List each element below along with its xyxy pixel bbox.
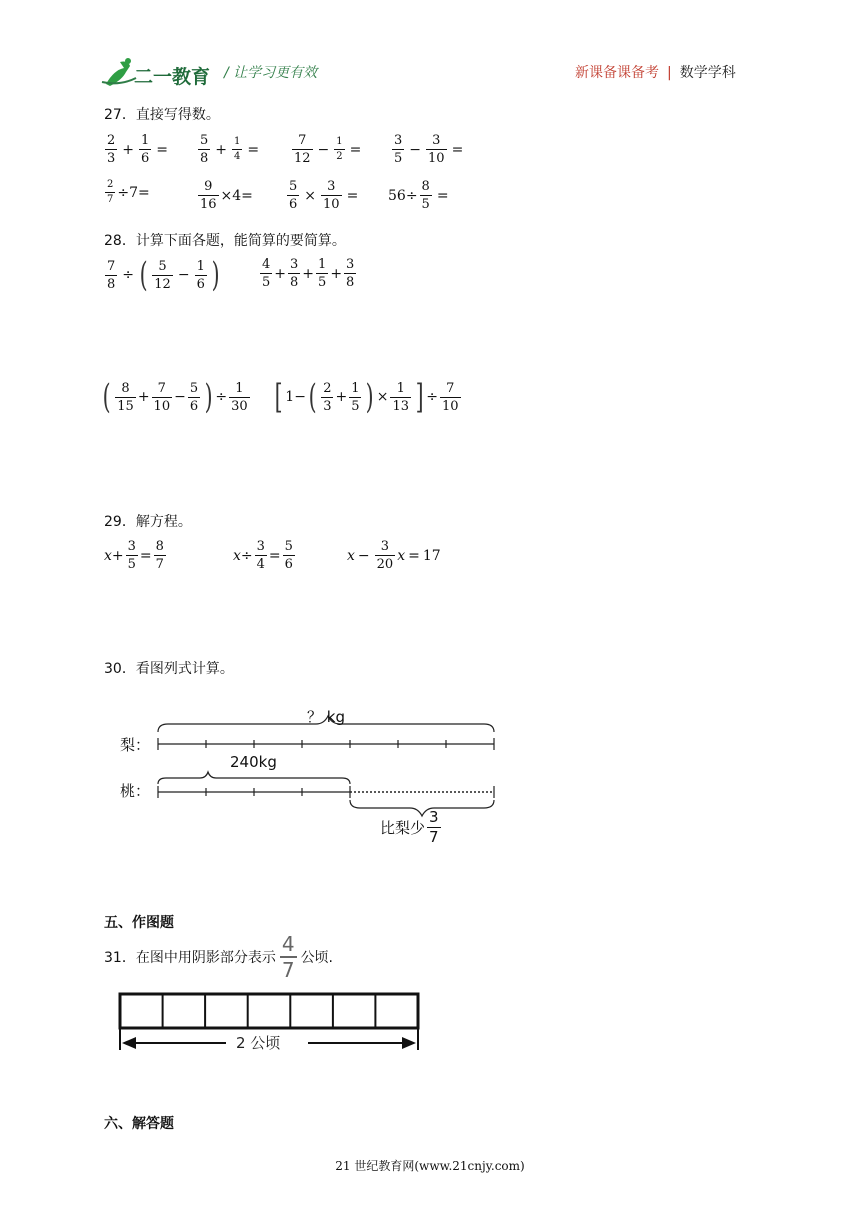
logo-text: 二一教育 (134, 66, 211, 88)
header-subject-name: 数学学科 (679, 65, 736, 81)
q27-item-2: $\frac{5}{8}$ + $\frac{1}{4}$ = (200, 133, 260, 166)
question-30-title: 30．看图列式计算。 (104, 661, 234, 677)
header-course: 新课备课备考 (575, 65, 659, 81)
question-27-title: 27．直接写得数。 (104, 107, 220, 123)
q27-item-5: $\frac{2}{7}$ ÷7= (107, 179, 150, 205)
logo (100, 56, 220, 92)
peach-label: 桃： (120, 782, 151, 800)
line-segment-diagram (110, 700, 510, 845)
header-separator: | (667, 65, 672, 81)
pear-label: 梨： (120, 736, 151, 754)
less-than-pear-label: 比梨少 $\frac{3}{7}$ (380, 808, 439, 846)
q29-equation-3: x − $\frac{3}{20}$ x = 17 (347, 539, 441, 572)
q28-expr-1: $\frac{7}{8}$ ÷ ( $\frac{5}{12}$ − $\frac{1}{6}$ ) (107, 255, 220, 295)
section-6-title: 六、解答题 (104, 1116, 174, 1132)
q28-expr-4: [ 1 − ( $\frac{2}{3}$ + $\frac{1}{5}$ ) × $\frac{1}{13}$ ] ÷ $\frac{7}{10}$ (274, 377, 459, 417)
q27-item-6: $\frac{9}{16}$ ×4= (200, 179, 253, 212)
section-5-title: 五、作图题 (104, 915, 174, 931)
question-28-title: 28．计算下面各题，能简算的要简算。 (104, 233, 346, 249)
q29-equation-2: x ÷ $\frac{3}{4}$ = $\frac{5}{6}$ (233, 539, 293, 572)
q28-expr-2: $\frac{4}{5}$ + $\frac{3}{8}$ + $\frac{1}{5}$ + $\frac{3}{8}$ (262, 257, 355, 290)
q27-item-3: $\frac{7}{12}$ − $\frac{1}{2}$ = (294, 133, 362, 166)
q27-item-7: $\frac{5}{6}$ × $\frac{3}{10}$ = (289, 179, 359, 212)
pear-weight-unknown: ？ kg (307, 708, 345, 726)
question-29-title: 29．解方程。 (104, 514, 192, 530)
q27-item-8: 56÷ $\frac{8}{5}$ = (388, 179, 449, 212)
peach-weight: 240kg (230, 753, 277, 771)
q27-item-1: $\frac{2}{3}$ + $\frac{1}{6}$ = (107, 133, 169, 166)
two-hectare-label: 2 公顷 (236, 1034, 281, 1052)
header-slogan: / 让学习更有效 (224, 65, 318, 81)
q28-expr-3: ( $\frac{8}{15}$ + $\frac{7}{10}$ − $\frac{5}{6}$ ) ÷ $\frac{1}{30}$ (102, 377, 248, 417)
question-31-title: 31．在图中用阴影部分表示 $\frac{4}{7}$ 公顷. (104, 932, 334, 982)
q29-equation-1: x + $\frac{3}{5}$ = $\frac{8}{7}$ (104, 539, 164, 572)
hectare-diagram (118, 990, 423, 1055)
q27-item-4: $\frac{3}{5}$ − $\frac{3}{10}$ = (394, 133, 464, 166)
header-subject (575, 62, 736, 82)
page-footer: 21 世纪教育网(www.21cnjy.com) (335, 1159, 525, 1173)
